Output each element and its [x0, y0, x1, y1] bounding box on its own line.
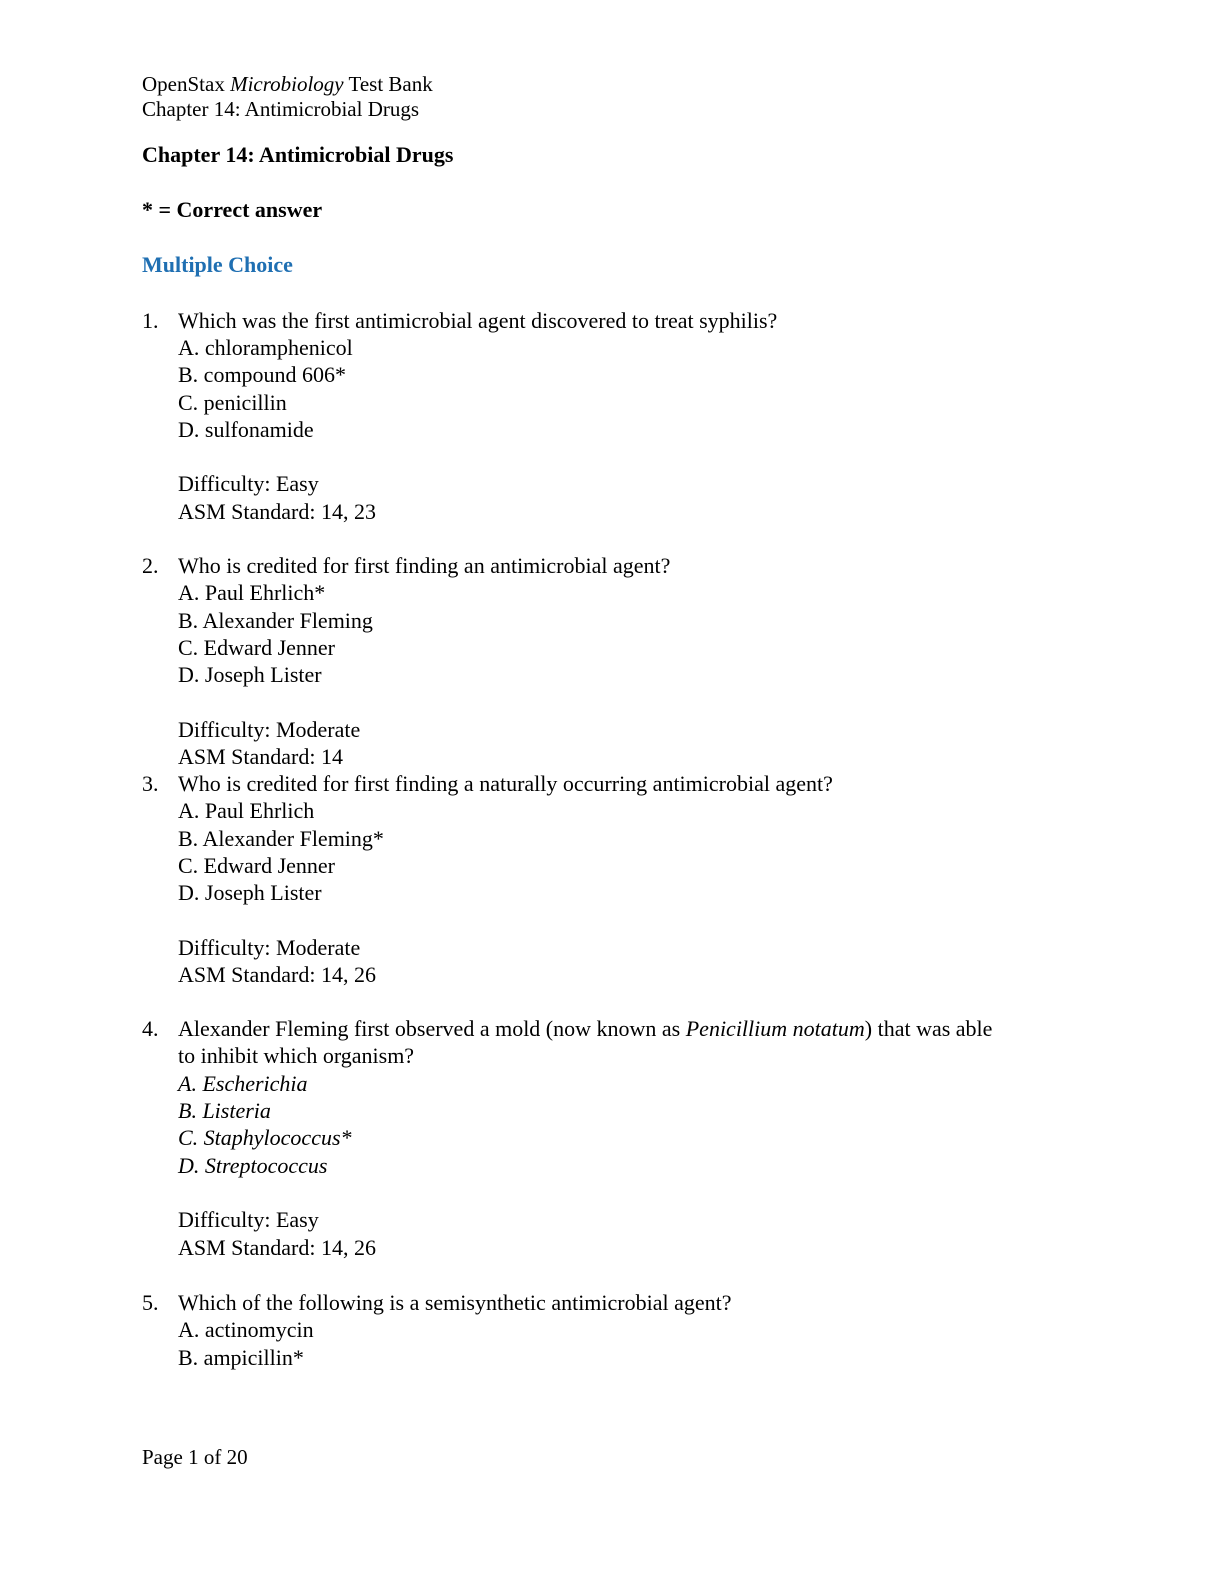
asm-standard: ASM Standard: 14, 26	[178, 1235, 376, 1260]
question-stem: Which of the following is a semisynthetic antimicrobial agent?	[178, 1290, 732, 1315]
asm-standard: ASM Standard: 14, 23	[178, 499, 376, 524]
running-header-line-1: OpenStax Microbiology Test Bank	[142, 72, 433, 96]
difficulty: Difficulty: Easy	[178, 471, 319, 496]
answer-option: D. Joseph Lister	[178, 662, 322, 687]
answer-option: A. Escherichia	[178, 1071, 308, 1096]
question-number: 2.	[142, 553, 159, 578]
question-stem: Alexander Fleming first observed a mold (now known as Penicillium notatum) that was able	[178, 1016, 993, 1041]
answer-option: A. actinomycin	[178, 1317, 314, 1342]
question-stem: Which was the first antimicrobial agent discovered to treat syphilis?	[178, 308, 778, 333]
asm-standard: ASM Standard: 14	[178, 744, 343, 769]
page-number: Page 1 of 20	[142, 1445, 248, 1469]
question-number: 4.	[142, 1016, 159, 1041]
question-number: 3.	[142, 771, 159, 796]
answer-option: C. Edward Jenner	[178, 853, 336, 878]
answer-option: D. sulfonamide	[178, 417, 314, 442]
answer-option: B. compound 606*	[178, 362, 347, 387]
answer-option: A. Paul Ehrlich	[178, 798, 315, 823]
answer-option: C. Staphylococcus*	[178, 1125, 352, 1150]
answer-option: A. chloramphenicol	[178, 335, 353, 360]
answer-option: B. ampicillin*	[178, 1345, 304, 1370]
answer-option: B. Alexander Fleming	[178, 608, 373, 633]
answer-option: D. Streptococcus	[178, 1153, 328, 1178]
question-number: 1.	[142, 308, 159, 333]
answer-option: B. Alexander Fleming*	[178, 826, 384, 851]
answer-option: D. Joseph Lister	[178, 880, 322, 905]
section-heading: Multiple Choice	[142, 252, 293, 277]
answer-option: B. Listeria	[178, 1098, 271, 1123]
running-header-line-2: Chapter 14: Antimicrobial Drugs	[142, 97, 420, 121]
answer-option: C. penicillin	[178, 390, 287, 415]
difficulty: Difficulty: Easy	[178, 1207, 319, 1232]
question-stem: Who is credited for first finding a naturally occurring antimicrobial agent?	[178, 771, 833, 796]
difficulty: Difficulty: Moderate	[178, 717, 361, 742]
answer-option: A. Paul Ehrlich*	[178, 580, 326, 605]
difficulty: Difficulty: Moderate	[178, 935, 361, 960]
question-number: 5.	[142, 1290, 159, 1315]
question-stem-continued: to inhibit which organism?	[178, 1043, 415, 1068]
correct-answer-legend: * = Correct answer	[142, 197, 323, 222]
question-stem: Who is credited for first finding an antimicrobial agent?	[178, 553, 671, 578]
answer-option: C. Edward Jenner	[178, 635, 336, 660]
asm-standard: ASM Standard: 14, 26	[178, 962, 376, 987]
page-title: Chapter 14: Antimicrobial Drugs	[142, 142, 454, 167]
organism-name: Penicillium notatum	[685, 1016, 865, 1041]
